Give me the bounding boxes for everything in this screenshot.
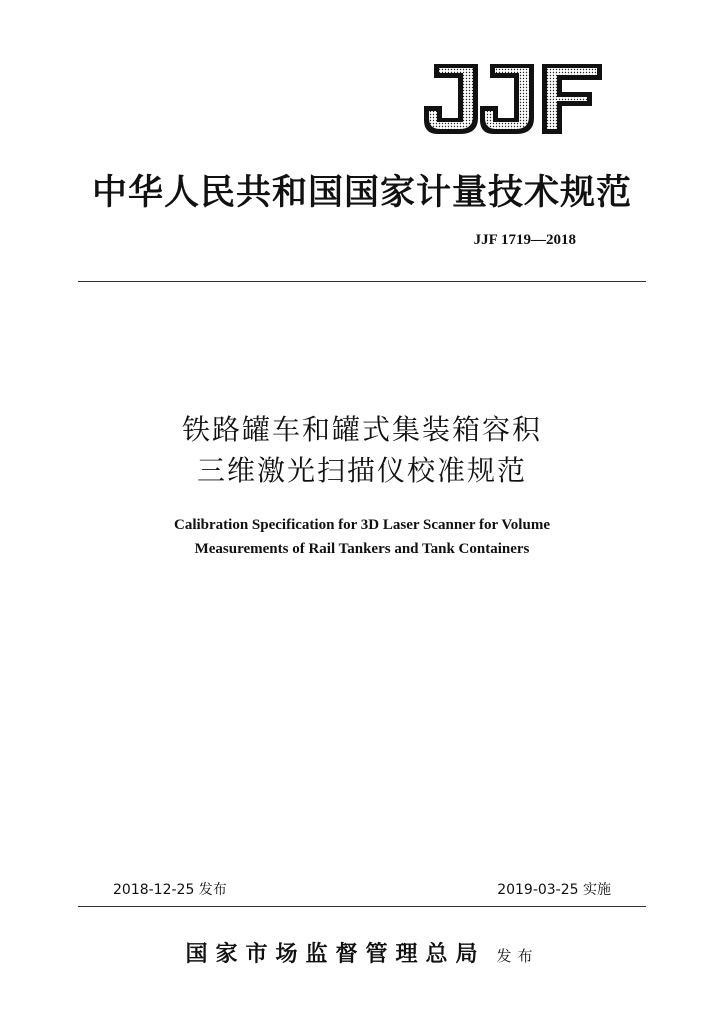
specification-category-title: 中华人民共和国国家计量技术规范 (91, 172, 632, 213)
chinese-title-line-2: 三维激光扫描仪校准规范 (196, 454, 527, 487)
publisher-line (0, 937, 724, 968)
issue-date: 2018-12-25 发布 (113, 882, 227, 898)
logo-letter-j1 (424, 64, 478, 134)
bottom-divider (78, 906, 646, 907)
chinese-title-line-1: 铁路罐车和罐式集装箱容积 (181, 413, 542, 446)
publisher-name: 国家市场监督管理总局 (185, 941, 486, 967)
publisher-action: 发布 (496, 947, 539, 965)
standard-number: JJF 1719—2018 (473, 232, 576, 248)
logo-letter-f (542, 64, 602, 134)
jjf-logo (420, 62, 604, 136)
english-title-line-1: Calibration Specification for 3D Laser Scanner for Volume (174, 517, 550, 533)
effective-date: 2019-03-25 实施 (497, 882, 611, 898)
english-title-line-2: Measurements of Rail Tankers and Tank Containers (194, 541, 530, 557)
logo-letter-j2 (480, 64, 534, 134)
top-divider (78, 281, 646, 282)
